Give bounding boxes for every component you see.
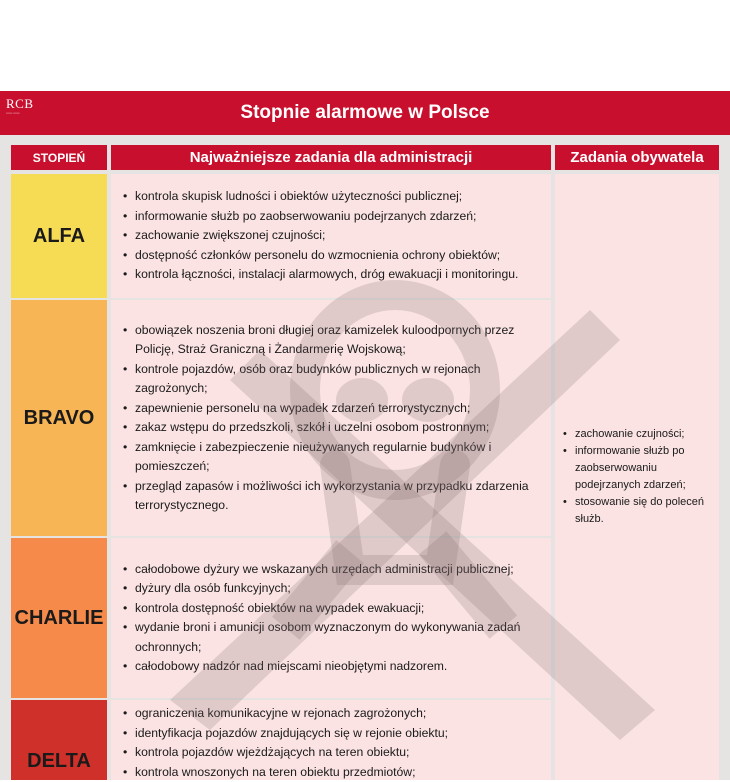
rcb-logo [6,97,46,127]
admin-tasks-alfa [111,174,551,298]
logo-text: RCB [6,97,46,111]
task-item: • zakaz wstępu do przedszkoli, szkół i uczelni osobom postronnym; [123,418,543,438]
level-bravo: BRAVO [11,300,107,536]
task-item: • dostępność członków personelu do wzmocnienia ochrony obiektów; [123,246,543,266]
title-banner [0,91,730,135]
column-header-admin: Najważniejsze zadania dla administracji [111,145,551,170]
task-item: • kontrola dostępność obiektów na wypadek ewakuacji; [123,599,543,619]
task-item: • dyżury dla osób funkcyjnych; [123,579,543,599]
page-title: Stopnie alarmowe w Polsce [240,102,489,124]
level-charlie: CHARLIE [11,538,107,698]
level-alfa: ALFA [11,174,107,298]
admin-tasks-bravo [111,300,551,536]
task-item: • kontrola skupisk ludności i obiektów użyteczności publicznej; [123,187,543,207]
task-item: • całodobowe dyżury we wskazanych urzędach administracji publicznej; [123,560,543,580]
task-item: • całodobowy nadzór nad miejscami nieobjętymi nadzorem. [123,657,543,677]
task-item: • ograniczenia komunikacyjne w rejonach zagrożonych; [123,704,543,724]
task-item: • wydanie broni i amunicji osobom wyznaczonym do wykonywania zadań ochronnych; [123,618,543,657]
task-item: • kontrola wnoszonych na teren obiektu przedmiotów; [123,763,543,782]
task-item: • zachowanie zwiększonej czujności; [123,226,543,246]
task-item: • identyfikacja pojazdów znajdujących się w rejonie obiektu; [123,724,543,744]
citizen-task-item: • informowanie służb po zaobserwowaniu podejrzanych zdarzeń; [563,443,715,494]
logo-tagline-graphic: ═══ ═══ [6,111,46,115]
task-item: • przegląd zapasów i możliwości ich wykorzystania w przypadku zdarzenia terrorystycznego. [123,477,543,516]
task-item: • kontrole pojazdów, osób oraz budynków publicznych w rejonach zagrożonych; [123,360,543,399]
citizen-task-item: • stosowanie się do poleceń służb. [563,494,715,528]
admin-tasks-charlie [111,538,551,698]
task-item: • kontrola pojazdów wjeżdżających na teren obiektu; [123,743,543,763]
task-item: • informowanie służb po zaobserwowaniu podejrzanych zdarzeń; [123,207,543,227]
task-item: • zapewnienie personelu na wypadek zdarzeń terrorystycznych; [123,399,543,419]
task-item: • obowiązek noszenia broni długiej oraz kamizelek kuloodpornych przez Policję, Straż Graniczną i Żandarmerię Wojskową; [123,321,543,360]
citizen-tasks [555,174,719,780]
task-item: • kontrola łączności, instalacji alarmowych, dróg ewakuacji i monitoringu. [123,265,543,285]
admin-tasks-delta [111,700,551,780]
citizen-task-item: • zachowanie czujności; [563,426,715,443]
level-delta: DELTA [11,700,107,780]
task-item: • zamknięcie i zabezpieczenie nieużywanych regularnie budynków i pomieszczeń; [123,438,543,477]
column-header-level: STOPIEŃ [11,145,107,170]
column-header-citizen: Zadania obywatela [555,145,719,170]
